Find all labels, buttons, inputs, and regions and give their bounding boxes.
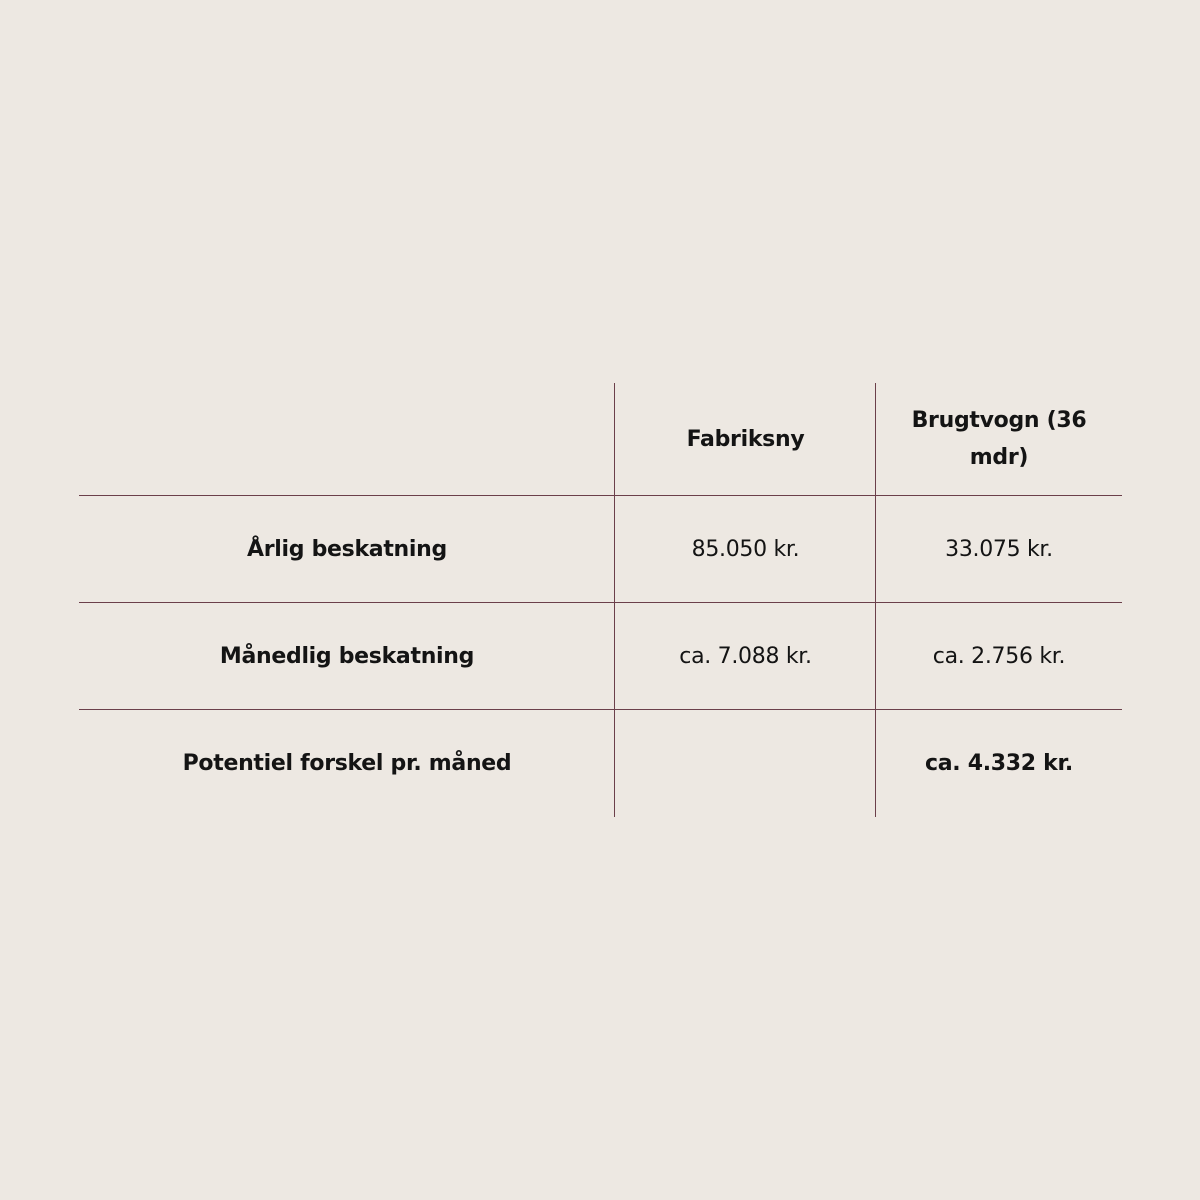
monthly-tax-used: ca. 2.756 kr.	[932, 644, 1066, 669]
monthly-difference-new	[615, 710, 876, 817]
annual-tax-used: 33.075 kr.	[945, 536, 1053, 562]
comparison-table	[79, 383, 1122, 817]
monthly-tax-new: ca. 7.088 kr.	[679, 644, 812, 669]
monthly-difference-used: ca. 4.332 kr.	[925, 751, 1073, 776]
row-label-monthly-tax: Månedlig beskatning	[219, 644, 475, 669]
annual-tax-new: 85.050 kr.	[691, 536, 800, 562]
row-label-annual-tax: Årlig beskatning	[247, 536, 447, 562]
row-label-monthly-difference: Potentiel forskel pr. måned	[182, 751, 512, 776]
header-brugtvogn: Brugtvogn (36 mdr)	[911, 408, 1087, 470]
header-fabriksny: Fabriksny	[686, 426, 805, 452]
header-empty-cell	[79, 383, 615, 495]
